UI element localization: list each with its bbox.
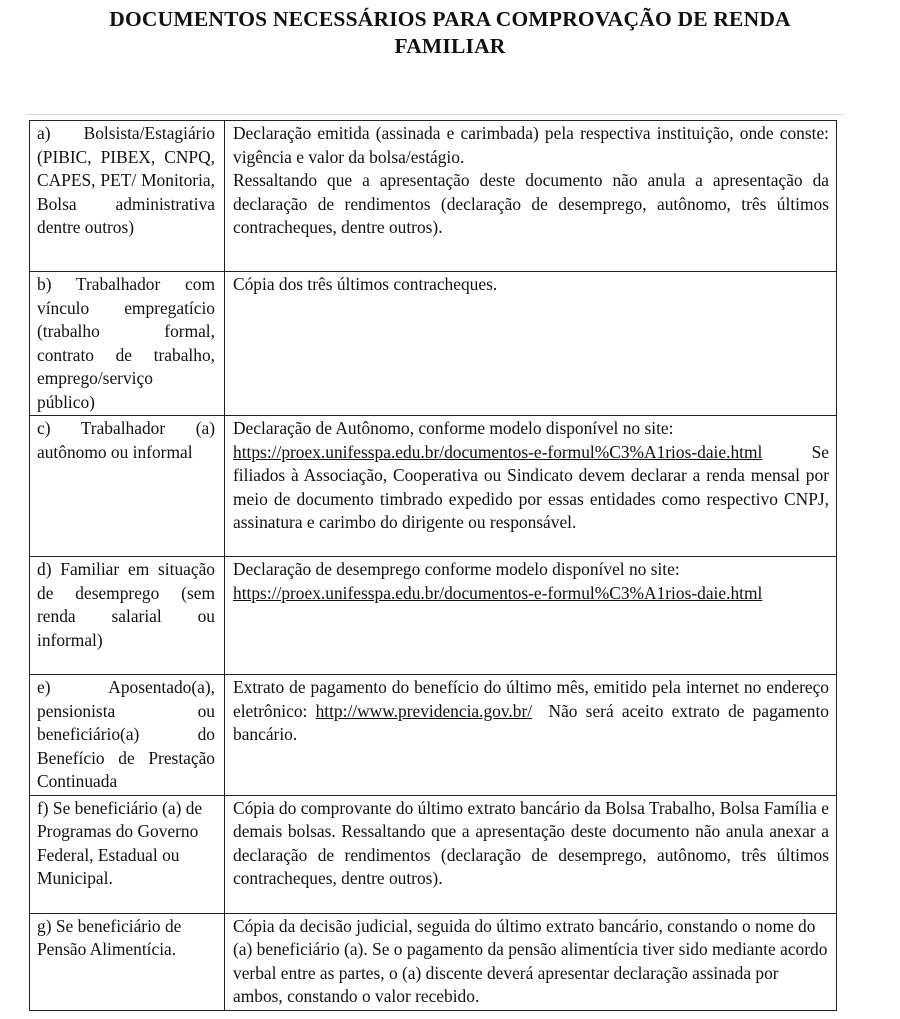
category-cell (30, 416, 225, 557)
top-divider (26, 114, 844, 115)
description-note: Ressaltando que a apresentação deste documento não anula a apresentação da declaração de rendimentos (declaração de desemprego, autônomo, três últimos contracheques, dentre outros). (233, 170, 829, 237)
category-cell (30, 121, 225, 272)
description-text: Cópia dos três últimos contracheques. (233, 274, 498, 294)
description-cell (225, 557, 837, 675)
description-text: Cópia do comprovante do último extrato bancário da Bolsa Trabalho, Bolsa Família e demais bolsas. Ressaltando que a apresentação deste documento não anula anexar a declaração de rendimentos (declaração de desemprego, autônomo, três últimos contracheques, dentre outros). (233, 797, 829, 888)
documents-table (29, 120, 837, 1011)
unemployment-form-link[interactable]: https://proex.unifesspa.edu.br/documentos-e-formul%C3%A1rios-daie.html (233, 582, 763, 603)
declaration-form-link[interactable]: https://proex.unifesspa.edu.br/documentos-e-formul%C3%A1rios-daie.html (233, 441, 763, 462)
description-text: Extrato de pagamento do benefício do último mês, emitido pela internet no endereço eletrônico: (233, 677, 829, 721)
description-text: Declaração emitida (assinada e carimbada) pela respectiva instituição, onde conste: vigência e valor da bolsa/estágio. (233, 123, 829, 167)
description-cell (225, 416, 837, 557)
category-cell (30, 557, 225, 675)
category-label: d) Familiar em situação de desemprego (sem renda salarial ou informal) (37, 559, 215, 650)
page-title (0, 6, 900, 60)
category-cell (30, 272, 225, 416)
table-row-aposentado (30, 675, 837, 796)
description-continuation: Não será aceito extrato de pagamento bancário. (233, 700, 834, 744)
description-cell (225, 675, 837, 796)
category-cell (30, 675, 225, 796)
description-cell (225, 913, 837, 1010)
category-label: e) Aposentado(a), pensionista ou beneficiário(a) do Benefício de Prestação Continuada (37, 677, 215, 791)
category-label: c) Trabalhador (a) autônomo ou informal (37, 418, 215, 462)
table-row-bolsista (30, 121, 837, 272)
category-label: a) Bolsista/Estagiário (PIBIC, PIBEX, CNPQ, CAPES, PET/ Monitoria, Bolsa administrativa dentre outros) (37, 123, 215, 237)
description-text: Declaração de desemprego conforme modelo disponível no site: (233, 559, 680, 579)
table-row-programas-governo (30, 795, 837, 913)
description-cell (225, 795, 837, 913)
description-text: Declaração de Autônomo, conforme modelo disponível no site: (233, 418, 674, 438)
table-row-desemprego (30, 557, 837, 675)
description-body (233, 442, 829, 533)
page-title-line-1: DOCUMENTOS NECESSÁRIOS PARA COMPROVAÇÃO DE RENDA (109, 7, 791, 31)
table-row-trabalhador-vinculo (30, 272, 837, 416)
description-continuation: Se filiados à Associação, Cooperativa ou Sindicato devem declarar a renda mensal por meio de documento timbrado expedido por essas entidades como respectivo CNPJ, assinatura e carimbo do dirigente ou responsável. (233, 441, 829, 532)
category-label: b) Trabalhador com vínculo empregatício (trabalho formal, contrato de trabalho, emprego/serviço público) (37, 274, 215, 412)
table-row-trabalhador-autonomo (30, 416, 837, 557)
previdencia-link[interactable]: http://www.previdencia.gov.br/ (315, 700, 533, 721)
page-title-line-2: FAMILIAR (394, 34, 506, 58)
table-row-pensao-alimenticia (30, 913, 837, 1010)
category-label: g) Se beneficiário de Pensão Alimentícia. (37, 915, 182, 959)
description-cell (225, 272, 837, 416)
category-label: f) Se beneficiário (a) de Programas do Governo Federal, Estadual ou Municipal. (37, 797, 203, 888)
description-cell (225, 121, 837, 272)
description-text: Cópia da decisão judicial, seguida do último extrato bancário, constando o nome do (a) beneficiário (a). Se o pagamento da pensão alimentícia tiver sido mediante acordo verbal entre as partes, o (a) discente deverá apresentar declaração assinada por ambos, constando o valor recebido. (233, 915, 828, 1006)
category-cell (30, 913, 225, 1010)
category-cell (30, 795, 225, 913)
